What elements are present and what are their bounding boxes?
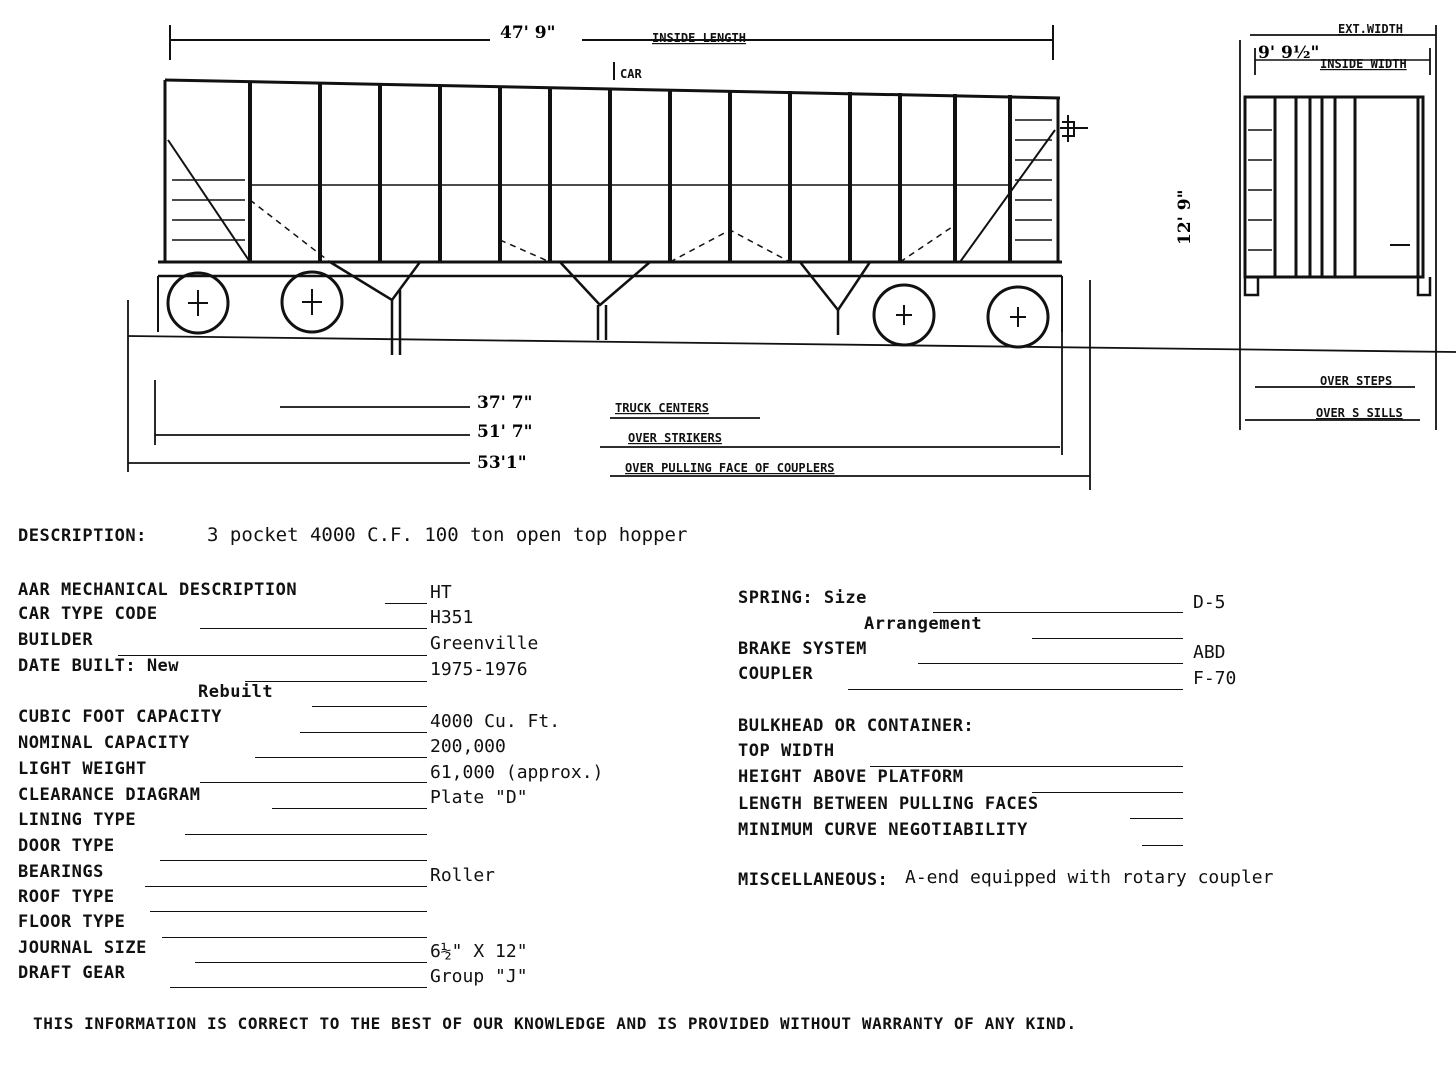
field-rule	[1032, 792, 1183, 793]
truck-centers-value: 37' 7"	[477, 393, 533, 413]
field-value-spring-size: D-5	[1193, 592, 1226, 613]
field-rule	[195, 962, 427, 963]
inside-length-value: 47' 9"	[500, 23, 556, 43]
truck-centers-label: TRUCK CENTERS	[615, 401, 709, 415]
over-steps-label: OVER STEPS	[1320, 374, 1393, 388]
car-label: CAR	[620, 67, 642, 81]
description-value: 3 pocket 4000 C.F. 100 ton open top hopper	[207, 524, 688, 546]
field-rule	[170, 987, 427, 988]
hopper-car-drawing	[0, 0, 1456, 500]
field-value-draft-gear: Group "J"	[430, 966, 528, 987]
field-rule	[385, 603, 427, 604]
field-rule	[200, 628, 427, 629]
car-body	[158, 80, 1088, 276]
field-label-brake: BRAKE SYSTEM	[738, 639, 867, 659]
ext-width-label: EXT.WIDTH	[1338, 22, 1404, 36]
field-rule	[272, 808, 427, 809]
over-sills-label: OVER S SILLS	[1316, 406, 1403, 420]
field-rule	[300, 732, 427, 733]
field-rule	[918, 663, 1183, 664]
field-value-aar: HT	[430, 582, 452, 603]
field-label-bearings: BEARINGS	[18, 862, 104, 882]
field-value-brake: ABD	[1193, 642, 1226, 663]
inside-length-dimension	[170, 20, 1053, 81]
field-rule	[1130, 818, 1183, 819]
field-value-journal: 6½" X 12"	[430, 941, 528, 962]
height-value: 12' 9"	[1175, 189, 1195, 245]
field-label-car-type: CAR TYPE CODE	[18, 604, 158, 624]
field-rule	[312, 706, 427, 707]
field-label-cubic-capacity: CUBIC FOOT CAPACITY	[18, 707, 222, 727]
field-label-roof: ROOF TYPE	[18, 887, 115, 907]
field-rule	[933, 612, 1183, 613]
field-label-aar: AAR MECHANICAL DESCRIPTION	[18, 580, 298, 600]
disclaimer-footer: THIS INFORMATION IS CORRECT TO THE BEST OF OUR KNOWLEDGE AND IS PROVIDED WITHOUT WARRANTY OF ANY KIND.	[33, 1014, 1077, 1033]
field-rule	[145, 886, 427, 887]
end-view	[1240, 25, 1436, 430]
field-value-cubic-capacity: 4000 Cu. Ft.	[430, 711, 561, 732]
field-label-door: DOOR TYPE	[18, 836, 115, 856]
field-rule	[1142, 845, 1183, 846]
field-value-builder: Greenville	[430, 633, 539, 654]
field-rule	[162, 937, 427, 938]
field-value-car-type: H351	[430, 607, 474, 628]
field-label-arrangement: Arrangement	[864, 614, 983, 634]
field-label-light-weight: LIGHT WEIGHT	[18, 759, 147, 779]
over-couplers-value: 53'1"	[477, 453, 527, 473]
field-label-journal: JOURNAL SIZE	[18, 938, 147, 958]
miscellaneous-label: MISCELLANEOUS:	[738, 870, 889, 890]
rail-line	[128, 336, 1456, 352]
field-rule	[200, 782, 427, 783]
field-label-coupler: COUPLER	[738, 664, 814, 684]
field-label-length-pulling: LENGTH BETWEEN PULLING FACES	[738, 794, 1039, 814]
field-label-rebuilt: Rebuilt	[198, 682, 274, 702]
field-label-top-width: TOP WIDTH	[738, 741, 835, 761]
field-label-nominal-capacity: NOMINAL CAPACITY	[18, 733, 190, 753]
field-label-clearance: CLEARANCE DIAGRAM	[18, 785, 201, 805]
field-rule	[160, 860, 427, 861]
field-value-bearings: Roller	[430, 865, 496, 886]
field-label-lining: LINING TYPE	[18, 810, 137, 830]
field-label-minimum-curve: MINIMUM CURVE NEGOTIABILITY	[738, 820, 1028, 840]
field-label-bulkhead: BULKHEAD OR CONTAINER:	[738, 716, 975, 736]
over-couplers-label: OVER PULLING FACE OF COUPLERS	[625, 461, 835, 475]
over-strikers-value: 51' 7"	[477, 422, 533, 442]
field-rule	[150, 911, 427, 912]
field-value-clearance: Plate "D"	[430, 787, 528, 808]
field-label-spring-size: SPRING: Size	[738, 588, 867, 608]
field-rule	[848, 689, 1183, 690]
field-rule	[185, 834, 427, 835]
field-value-nominal-capacity: 200,000	[430, 736, 506, 757]
inside-length-label: INSIDE LENGTH	[652, 31, 746, 45]
field-rule	[255, 757, 427, 758]
field-label-floor: FLOOR TYPE	[18, 912, 126, 932]
field-value-coupler: F-70	[1193, 668, 1237, 689]
field-label-draft-gear: DRAFT GEAR	[18, 963, 126, 983]
bottom-dimensions	[128, 280, 1090, 490]
field-label-height-platform: HEIGHT ABOVE PLATFORM	[738, 767, 964, 787]
miscellaneous-value: A-end equipped with rotary coupler	[905, 867, 1274, 888]
field-label-date-built: DATE BUILT: New	[18, 656, 180, 676]
inside-width-label: INSIDE WIDTH	[1320, 57, 1407, 71]
inside-width-value: 9' 9½"	[1258, 43, 1320, 63]
description-label: DESCRIPTION:	[18, 526, 147, 546]
field-label-builder: BUILDER	[18, 630, 94, 650]
field-value-light-weight: 61,000 (approx.)	[430, 762, 604, 783]
field-value-date-built: 1975-1976	[430, 659, 528, 680]
over-strikers-label: OVER STRIKERS	[628, 431, 722, 445]
field-rule	[1032, 638, 1183, 639]
wheels	[158, 272, 1062, 347]
